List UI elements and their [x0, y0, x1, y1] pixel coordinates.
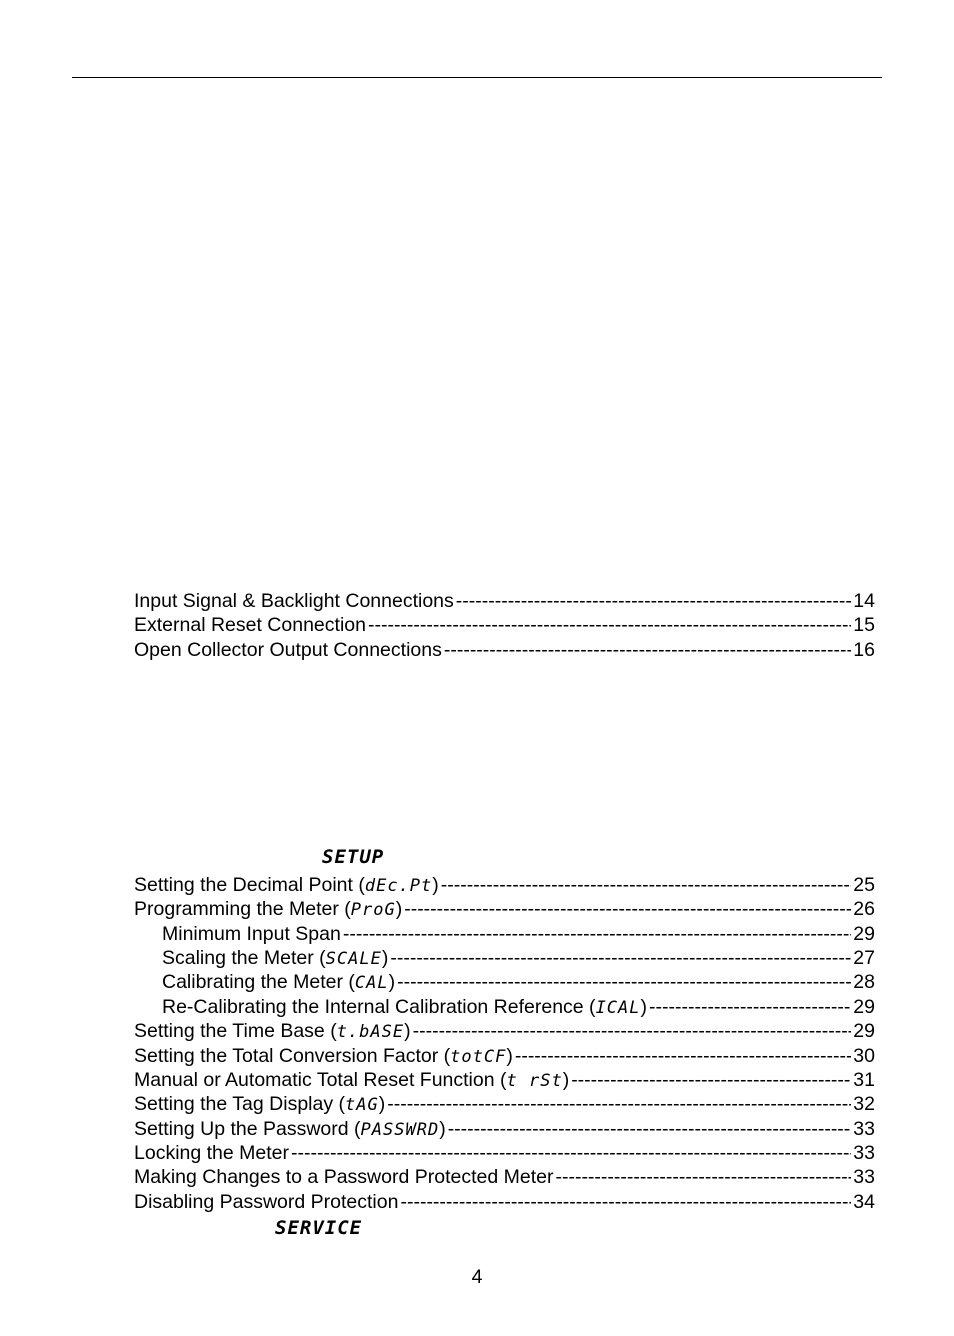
toc-page-number: 33	[853, 1118, 875, 1140]
toc-entry-external-reset[interactable]: External Reset Connection ----- 15	[134, 613, 875, 637]
lcd-code: dEc.Pt	[364, 876, 433, 896]
toc-page-number: 28	[853, 971, 875, 993]
dot-leader	[368, 613, 851, 637]
toc-entry-disable-password[interactable]: Disabling Password Protection ----- 34	[134, 1190, 875, 1214]
dot-leader	[404, 897, 851, 921]
lcd-code: ProG	[350, 900, 396, 920]
page-number: 4	[471, 1266, 483, 1288]
dot-leader	[571, 1068, 851, 1092]
toc-page-number: 32	[853, 1093, 875, 1115]
dot-leader	[400, 1190, 851, 1214]
lcd-code: tAG	[345, 1095, 379, 1115]
toc-entry-recalibrating[interactable]: Re-Calibrating the Internal Calibration Reference ( ICAL ) ----- 29	[162, 995, 875, 1019]
lcd-code: PASSWRD	[360, 1120, 440, 1140]
dot-leader	[456, 589, 852, 613]
lcd-code: CAL	[354, 973, 389, 993]
toc-page-number: 29	[853, 923, 875, 945]
lcd-code: ICAL	[595, 998, 641, 1018]
toc-page-number: 14	[853, 590, 875, 612]
dot-leader	[343, 922, 851, 946]
dot-leader	[649, 995, 851, 1019]
toc-entry-password-changes[interactable]: Making Changes to a Password Protected Meter ----- 33	[134, 1165, 875, 1189]
toc-page-number: 30	[853, 1045, 875, 1067]
toc-page-number: 29	[853, 1020, 875, 1042]
toc-entry-open-collector[interactable]: Open Collector Output Connections ----- 16	[134, 638, 875, 662]
header-rule	[72, 77, 882, 78]
dot-leader	[413, 1019, 852, 1043]
lcd-code: t.bASE	[336, 1022, 405, 1042]
toc-entry-password[interactable]: Setting Up the Password ( PASSWRD ) ----- 33	[134, 1117, 875, 1141]
toc-page-number: 31	[853, 1069, 875, 1091]
dot-leader	[444, 638, 851, 662]
lcd-code: totCF	[450, 1047, 507, 1067]
dot-leader	[515, 1044, 851, 1068]
lcd-code: t rSt	[506, 1071, 563, 1091]
dot-leader	[448, 1117, 852, 1141]
toc-page-number: 33	[853, 1166, 875, 1188]
dot-leader	[387, 1092, 851, 1116]
toc-page-number: 33	[853, 1142, 875, 1164]
toc-page-number: 27	[853, 947, 875, 969]
toc-entry-total-reset[interactable]: Manual or Automatic Total Reset Function ( t rSt ) ----- 31	[134, 1068, 875, 1092]
toc-page-number: 29	[853, 996, 875, 1018]
toc-page-number: 34	[853, 1191, 875, 1213]
toc-entry-locking[interactable]: Locking the Meter ----- 33	[134, 1141, 875, 1165]
toc-entry-calibrating[interactable]: Calibrating the Meter ( CAL ) ----- 28	[162, 970, 875, 994]
dot-leader	[291, 1141, 851, 1165]
dot-leader	[397, 970, 851, 994]
lcd-code: SCALE	[325, 949, 382, 969]
toc-entry-decimal-point[interactable]: Setting the Decimal Point ( dEc.Pt ) ----- 25	[134, 873, 875, 897]
setup-lcd-heading: SETUP	[322, 846, 385, 868]
toc-entry-tag-display[interactable]: Setting the Tag Display ( tAG ) ----- 32	[134, 1092, 875, 1116]
toc-page-number: 15	[853, 614, 875, 636]
toc-entry-minimum-input-span[interactable]: Minimum Input Span ----- 29	[162, 922, 875, 946]
dot-leader	[441, 873, 852, 897]
toc-entry-input-signal[interactable]: Input Signal & Backlight Connections ----- 14	[134, 589, 875, 613]
toc-entry-scaling[interactable]: Scaling the Meter ( SCALE ) ----- 27	[162, 946, 875, 970]
toc-entry-programming[interactable]: Programming the Meter ( ProG ) ----- 26	[134, 897, 875, 921]
service-lcd-heading: SERVICE	[275, 1217, 363, 1239]
dot-leader	[390, 946, 851, 970]
toc-entry-total-conversion[interactable]: Setting the Total Conversion Factor ( totCF ) ----- 30	[134, 1044, 875, 1068]
dot-leader	[555, 1165, 851, 1189]
toc-page-number: 26	[853, 898, 875, 920]
toc-page-number: 16	[853, 639, 875, 661]
toc-entry-time-base[interactable]: Setting the Time Base ( t.bASE ) ----- 29	[134, 1019, 875, 1043]
toc-page-number: 25	[853, 874, 875, 896]
